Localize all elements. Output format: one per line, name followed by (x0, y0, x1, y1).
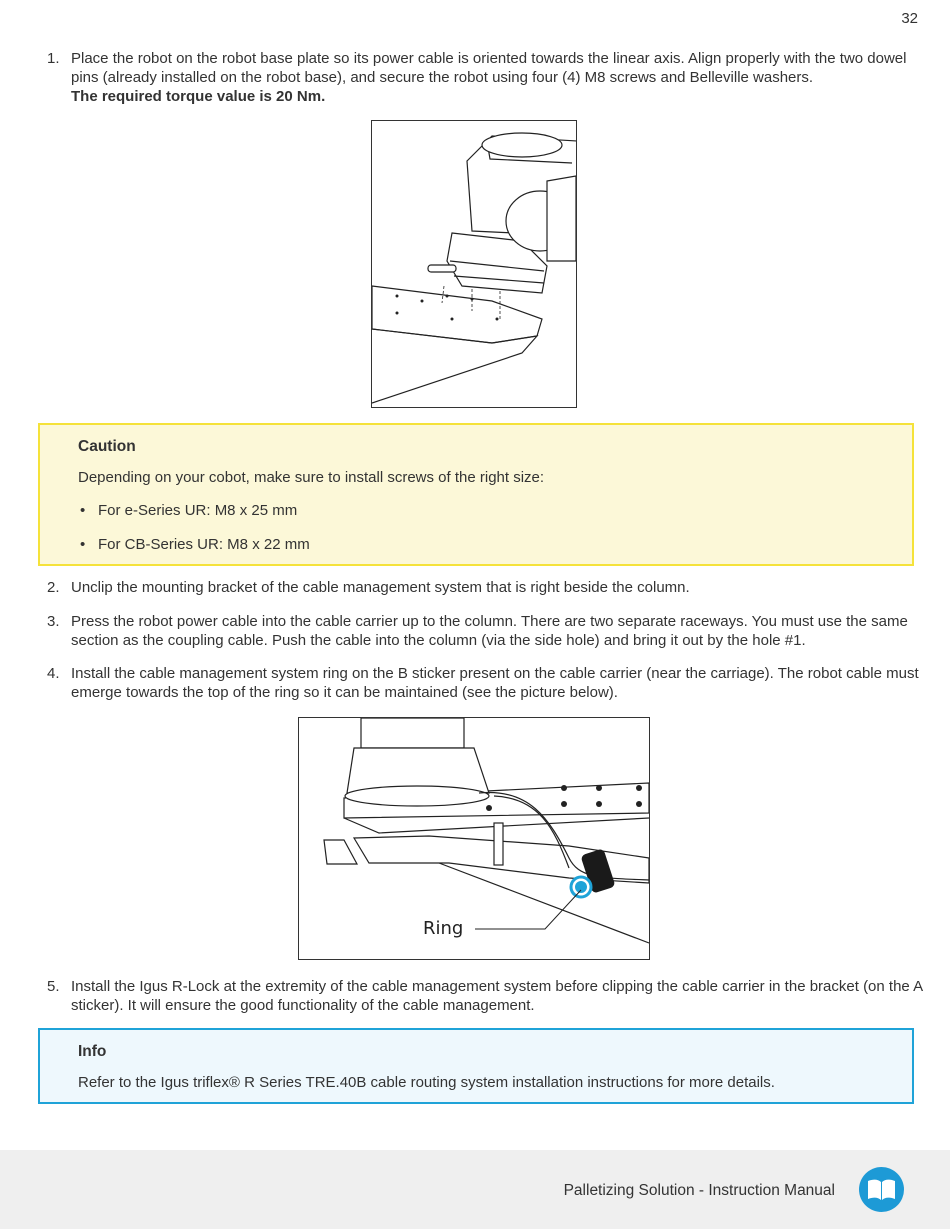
info-callout (38, 1028, 914, 1104)
page-footer (0, 1150, 950, 1229)
book-glyph (859, 1167, 904, 1212)
torque-note: The required torque value is 20 Nm. (71, 88, 326, 105)
step-number: 3. (47, 613, 60, 630)
robot-mounting-illustration (372, 121, 576, 407)
step-number: 2. (47, 579, 60, 596)
book-icon[interactable] (859, 1167, 904, 1212)
step-number: 5. (47, 978, 60, 995)
step-text: Unclip the mounting bracket of the cable management system that is right beside the column. (71, 579, 690, 596)
step-number: 1. (47, 50, 60, 67)
step-text (71, 49, 923, 106)
caution-body: Depending on your cobot, make sure to install screws of the right size: (78, 469, 545, 486)
list-item: • For e-Series UR: M8 x 25 mm (80, 501, 310, 535)
manual-title: Palletizing Solution - Instruction Manual (563, 1182, 835, 1199)
info-title: Info (78, 1043, 107, 1060)
step-text: Install the cable management system ring on the B sticker present on the cable carrier (near the carriage). The robot cable must emerge towards the top of the ring so it can be maintained (see the picture below). (71, 665, 919, 701)
list-item: • For CB-Series UR: M8 x 22 mm (80, 535, 310, 569)
step-number: 4. (47, 665, 60, 682)
step-body: Place the robot on the robot base plate so its power cable is oriented towards the linear axis. Align properly with the two dowel pins (already installed on the robot base), and secure the robot using four (4) M8 screws and Belleville washers. (71, 50, 907, 86)
caution-title: Caution (78, 438, 136, 455)
ring-label: Ring (423, 918, 464, 939)
step-text: Press the robot power cable into the cable carrier up to the column. There are two separate raceways. You must use the same section as the coupling cable. Push the cable into the column (via the side hole) and bring it out by the hole #1. (71, 613, 908, 649)
cable-ring-figure (298, 717, 650, 960)
caution-callout (38, 423, 914, 566)
robot-mounting-figure (371, 120, 577, 408)
caution-list (80, 501, 310, 569)
cable-ring-illustration (299, 718, 649, 959)
info-body: Refer to the Igus triflex® R Series TRE.40B cable routing system installation instructions for more details. (78, 1074, 775, 1091)
step-text: Install the Igus R-Lock at the extremity of the cable management system before clipping the cable carrier in the bracket (on the A sticker). It will ensure the good functionality of the cable management. (71, 978, 923, 1014)
page-number: 32 (901, 10, 918, 27)
